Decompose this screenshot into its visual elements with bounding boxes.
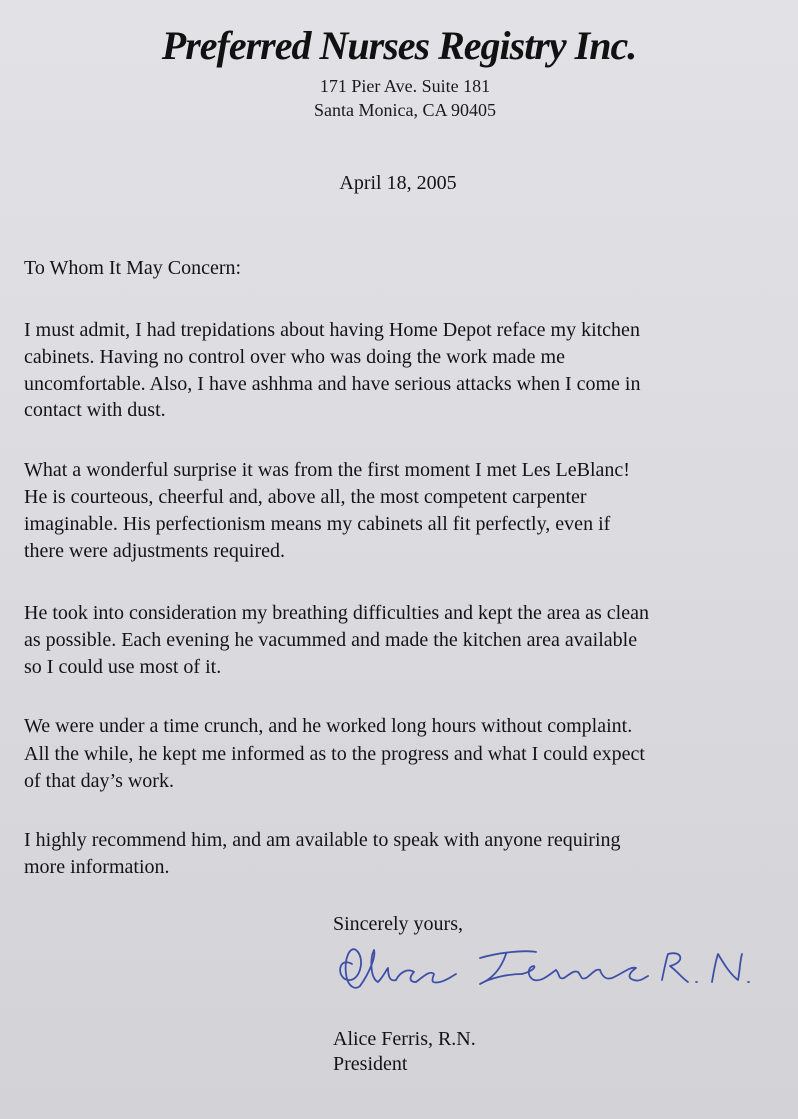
address-line-2: Santa Monica, CA 90405 xyxy=(314,100,496,120)
letter-date: April 18, 2005 xyxy=(339,172,457,194)
body-line: as possible. Each evening he vacummed and made the kitchen area available xyxy=(24,629,638,651)
body-line: I must admit, I had trepidations about having Home Depot reface my kitchen xyxy=(24,319,640,341)
body-line: so I could use most of it. xyxy=(24,656,222,678)
body-line: uncomfortable. Also, I have ashhma and have serious attacks when I come in xyxy=(24,373,641,395)
body-line: imaginable. His perfectionism means my cabinets all fit perfectly, even if xyxy=(24,513,611,535)
handwritten-signature xyxy=(330,928,760,998)
body-line: cabinets. Having no control over who was doing the work made me xyxy=(24,346,565,368)
body-line: He took into consideration my breathing difficulties and kept the area as clean xyxy=(24,602,649,624)
body-line: All the while, he kept me informed as to the progress and what I could expect xyxy=(24,743,645,765)
body-line: What a wonderful surprise it was from the first moment I met Les LeBlanc! xyxy=(24,459,630,481)
body-line: more information. xyxy=(24,856,170,878)
body-line: there were adjustments required. xyxy=(24,540,286,562)
body-line: contact with dust. xyxy=(24,399,166,421)
body-line: We were under a time crunch, and he worked long hours without complaint. xyxy=(24,715,633,737)
signer-name: Alice Ferris, R.N. xyxy=(333,1028,476,1050)
body-line: I highly recommend him, and am available to speak with anyone requiring xyxy=(24,829,621,851)
body-line: He is courteous, cheerful and, above all, the most competent carpenter xyxy=(24,486,587,508)
salutation: To Whom It May Concern: xyxy=(24,257,242,279)
address-line-1: 171 Pier Ave. Suite 181 xyxy=(319,76,491,96)
body-line: of that day’s work. xyxy=(24,770,174,792)
signer-title: President xyxy=(333,1053,408,1075)
closing: Sincerely yours, xyxy=(333,913,463,935)
company-name: Preferred Nurses Registry Inc. xyxy=(161,23,637,68)
